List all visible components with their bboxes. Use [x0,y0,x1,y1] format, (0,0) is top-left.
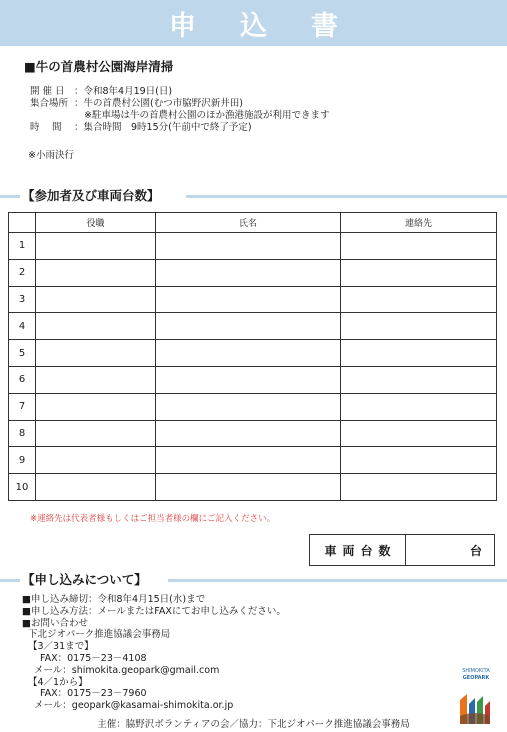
contact-cell[interactable] [341,286,497,313]
name-cell[interactable] [156,313,341,340]
position-cell[interactable] [36,233,156,260]
contact-note: ※連絡先は代表者様もしくはご担当者様の欄にご記入ください。 [30,514,276,524]
row-number: 4 [9,313,36,340]
position-cell[interactable] [36,474,156,501]
table-row [9,447,497,474]
table-row [9,340,497,367]
divider [186,195,507,198]
column-header [9,213,36,233]
event-title: ■牛の首農村公園海岸清掃 [24,59,174,74]
application-heading: 【申し込みについて】 [22,572,147,587]
name-cell[interactable] [156,393,341,420]
logo-text-top: SHIMOKITA [462,668,490,674]
mail1-text[interactable]: メール：shimokita.geopark@gmail.com [34,664,220,676]
name-cell[interactable] [156,233,341,260]
table-row [9,286,497,313]
name-cell[interactable] [156,286,341,313]
name-cell[interactable] [156,474,341,501]
period1-text: 【3／31まで】 [28,641,94,653]
date-row [30,86,172,98]
office-text: 下北ジオパーク推進協議会事務局 [28,629,171,641]
header-banner [0,0,507,46]
time-value: ：集合時間 9時15分(午前中で終了予定) [74,122,252,133]
row-number: 8 [9,420,36,447]
vehicle-count-label: 車両台数 [310,535,406,565]
footer-organizers: 主催：脇野沢ボランティアの会／協力：下北ジオパーク推進協議会事務局 [97,719,410,730]
row-number: 5 [9,340,36,367]
position-cell[interactable] [36,393,156,420]
logo-text-bottom: GEOPARK [462,675,490,681]
row-number: 10 [9,474,36,501]
parking-note: ※駐車場は牛の首農村公園のほか漁港施設が利用できます [84,110,330,121]
table-row [9,233,497,260]
position-cell[interactable] [36,340,156,367]
page-title: 申込書 [169,11,382,42]
date-value: ：令和8年4月19日(日) [74,86,173,97]
vehicle-count-box [309,534,495,566]
contact-cell[interactable] [341,313,497,340]
place-row [30,98,243,110]
row-number: 1 [9,233,36,260]
participants-section-header [0,186,507,206]
divider [0,579,20,582]
contact-cell[interactable] [341,340,497,367]
place-value: ：牛の首農村公園(むつ市脇野沢新井田) [74,98,243,109]
name-cell[interactable] [156,259,341,286]
contact-cell[interactable] [341,366,497,393]
table-row [9,259,497,286]
position-cell[interactable] [36,286,156,313]
name-cell[interactable] [156,447,341,474]
deadline-text: ■申し込み締切：令和8年4月15日(水)まで [22,594,206,605]
row-number: 3 [9,286,36,313]
participants-table [8,212,497,501]
mail2-text[interactable]: メール：geopark@kasamai-shimokita.or.jp [34,700,234,712]
table-row [9,366,497,393]
contact-cell[interactable] [341,447,497,474]
column-header-name: 氏名 [156,213,341,233]
name-cell[interactable] [156,340,341,367]
time-label: 時 間 [30,122,62,133]
divider [168,579,507,582]
table-row [9,474,497,501]
period2-text: 【4／1から】 [28,676,88,688]
contact-cell[interactable] [341,393,497,420]
table-row [9,393,497,420]
contact-cell[interactable] [341,420,497,447]
fax2-text: FAX：0175－23－7960 [40,688,147,700]
time-row [30,122,252,134]
table-row [9,420,497,447]
table-row [9,313,497,340]
table-header-row [9,213,497,233]
position-cell[interactable] [36,366,156,393]
contact-cell[interactable] [341,474,497,501]
position-cell[interactable] [36,259,156,286]
row-number: 9 [9,447,36,474]
participants-heading: 【参加者及び車両台数】 [22,188,160,203]
row-number: 2 [9,259,36,286]
contact-cell[interactable] [341,259,497,286]
place-label: 集合場所 [30,98,69,109]
position-cell[interactable] [36,313,156,340]
vehicle-unit: 台 [469,543,482,558]
fax1-text: FAX：0175－23－4108 [40,652,147,664]
position-cell[interactable] [36,447,156,474]
vehicle-count-field[interactable] [406,535,494,565]
row-number: 6 [9,366,36,393]
date-label: 開 催 日 [30,86,65,97]
column-header-contact: 連絡先 [341,213,497,233]
name-cell[interactable] [156,420,341,447]
inquiry-text: ■お問い合わせ [22,617,88,629]
column-header-position: 役職 [36,213,156,233]
rain-note: ※小雨決行 [28,150,74,161]
method-text: ■申し込み方法：メールまたはFAXにてお申し込みください。 [22,605,286,617]
application-info [22,594,286,712]
position-cell[interactable] [36,420,156,447]
row-number: 7 [9,393,36,420]
divider [0,195,20,198]
application-section-header [0,570,507,590]
name-cell[interactable] [156,366,341,393]
contact-cell[interactable] [341,233,497,260]
